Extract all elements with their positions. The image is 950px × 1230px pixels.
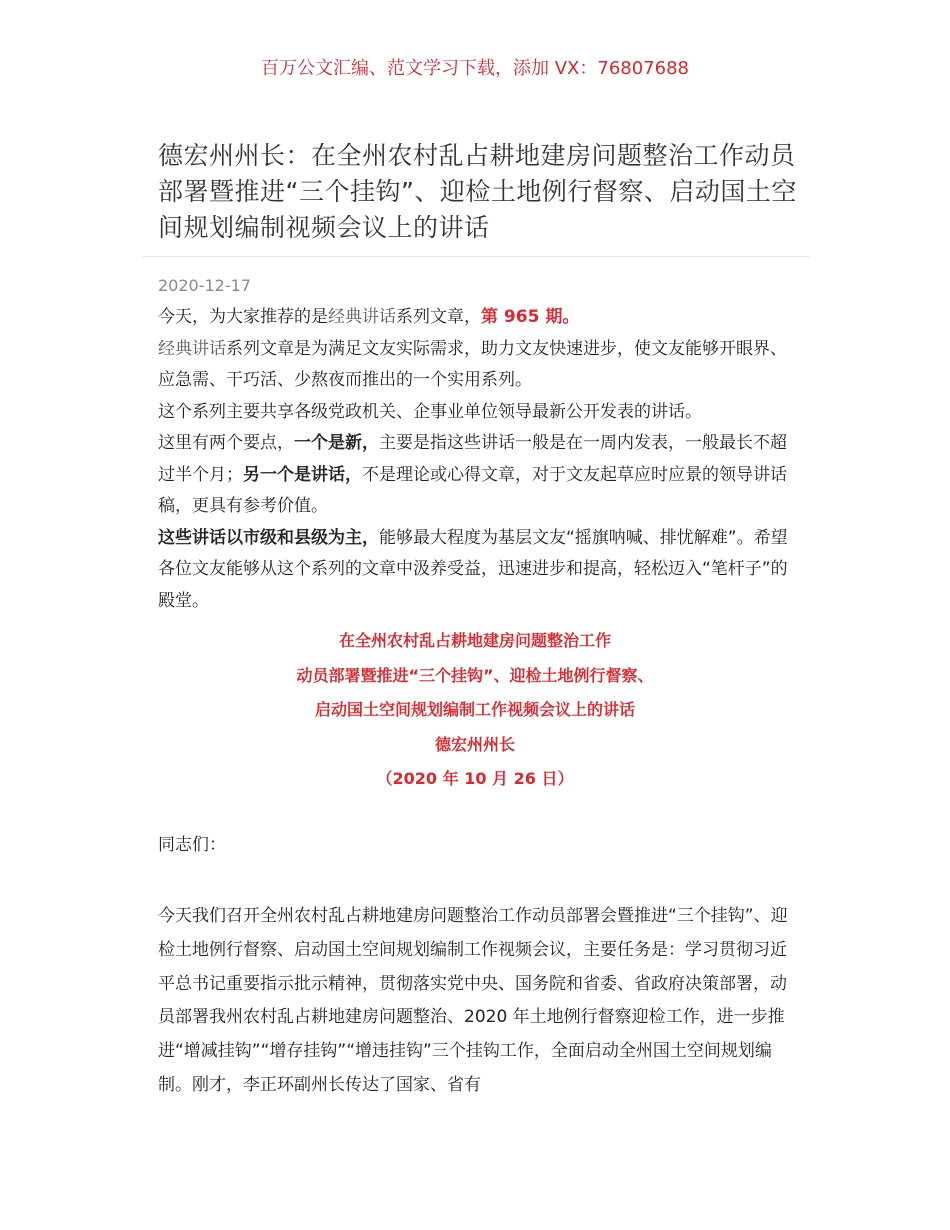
- speech-body: 今天我们召开全州农村乱占耕地建房问题整治工作动员部署会暨推进“三个挂钩”、迎检土地例行督察、启动国土空间规划编制工作视频会议，主要任务是：学习贯彻习近平总书记重要指示批示精神，贯彻落实党中央、国务院和省委、省政府决策部署，动员部署我州农村乱占耕地建房问题整治、2020 年土地例行督察迎检工作，进一步推进“增减挂钩”“增存挂钩”“增违挂钩”三个挂钩工作，全面启动全州国土空间规划编制。刚才，李正环副州长传达了国家、省有: [158, 906, 788, 1095]
- series-name: 经典讲话: [328, 307, 396, 327]
- intro-paragraph-4: [158, 428, 794, 523]
- intro-paragraph-2: [158, 334, 794, 397]
- key-point-new: 一个是新，: [294, 433, 379, 453]
- intro-text: 能够最大程度为基层文友“摇旗呐喊、排忧解难”。希望各位文友能够从这个系列的文章中汲养受益，迅速进步和提高，轻松迈入“笔杆子”的殿堂。: [158, 527, 788, 611]
- promo-banner: 百万公文汇编、范文学习下载，添加 VX：76807688: [261, 58, 689, 79]
- issue-number: 第 965 期。: [481, 307, 580, 327]
- speech-heading: [0, 624, 950, 797]
- title-divider: [142, 256, 810, 257]
- series-name: 经典讲话: [158, 338, 226, 359]
- publish-date: 2020-12-17: [158, 276, 251, 295]
- intro-text: 系列文章是为满足文友实际需求，助力文友快速进步，使文友能够开眼界、应急需、干巧活、少熬夜而推出的一个实用系列。: [158, 338, 787, 390]
- intro-text: 今天，为大家推荐的是: [158, 307, 328, 327]
- intro-paragraph-5: [158, 523, 794, 618]
- intro-text: 系列文章，: [396, 307, 481, 327]
- intro-paragraph-3: 这个系列主要共享各级党政机关、企事业单位领导最新公开发表的讲话。: [158, 401, 702, 422]
- intro-text: 主要是指这些讲话一般是在一周内发表，一般最长不超过半个月；: [158, 433, 787, 485]
- key-point-level: 这些讲话以市级和县级为主，: [158, 527, 379, 548]
- speech-date: （2020 年 10 月 26 日）: [376, 769, 574, 788]
- article-title: 德宏州州长：在全州农村乱占耕地建房问题整治工作动员部署暨推进“三个挂钩”、迎检土地例行督察、启动国土空间规划编制视频会议上的讲话: [158, 141, 797, 242]
- speech-title-line-3: 启动国土空间规划编制工作视频会议上的讲话: [314, 700, 635, 719]
- speech-title-line-1: 在全州农村乱占耕地建房问题整治工作: [338, 631, 611, 650]
- speaker: 德宏州州长: [434, 734, 515, 754]
- speech-title-line-2: 动员部署暨推进“三个挂钩”、迎检土地例行督察、: [296, 665, 654, 685]
- intro-text: 不是理论或心得文章，对于文友起草应时应景的领导讲话稿，更具有参考价值。: [158, 464, 787, 516]
- intro-text: 这里有两个要点，: [158, 433, 294, 453]
- intro-paragraph-1: [158, 302, 794, 334]
- key-point-speech: 另一个是讲话，: [243, 464, 362, 485]
- salutation: 同志们：: [158, 835, 226, 855]
- intro-section: [158, 302, 794, 617]
